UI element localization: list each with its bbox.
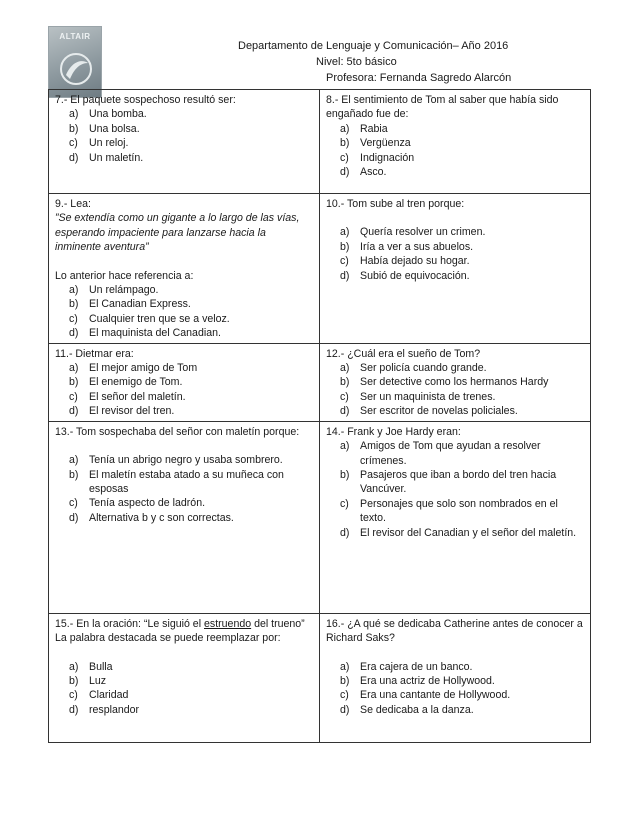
department-title: Departamento de Lenguaje y Comunicación– Año 2016 — [238, 40, 509, 52]
question-text: 11.- Dietmar era: — [55, 347, 134, 360]
question-14 — [320, 421, 591, 613]
option-d: d) El revisor del tren. — [69, 405, 175, 418]
question-prompt: La palabra destacada se puede reemplazar por: — [55, 632, 281, 645]
options-list — [326, 660, 584, 718]
option-a: a) Una bomba. — [69, 108, 147, 121]
option-b: b) El enemigo de Tom. — [69, 376, 183, 389]
question-12 — [320, 343, 591, 421]
option-b: b) El Canadian Express. — [69, 298, 191, 311]
question-text: 16.- ¿A qué se dedicaba Catherine antes de conocer a Richard Saks? — [326, 617, 583, 645]
option-c: c) Personajes que solo son nombrados en el texto. — [340, 497, 558, 525]
option-c: c) Tenía aspecto de ladrón. — [69, 497, 206, 510]
options-list — [326, 225, 584, 283]
options-list — [55, 660, 313, 718]
option-a: a) Ser policía cuando grande. — [340, 362, 487, 375]
options-list — [55, 283, 313, 341]
question-7 — [49, 90, 320, 194]
logo-emblem-icon — [58, 51, 94, 87]
option-a: a) Bulla — [69, 660, 113, 673]
option-d: d) Un maletín. — [69, 151, 144, 164]
option-d: d) El revisor del Canadian y el señor del maletín. — [340, 526, 577, 539]
table-row — [49, 194, 591, 344]
option-a: a) Quería resolver un crimen. — [340, 226, 486, 239]
option-d: d) resplandor — [69, 703, 140, 716]
option-c: c) Indignación — [340, 151, 415, 164]
option-c: c) El señor del maletín. — [69, 390, 186, 403]
question-text: 8.- El sentimiento de Tom al saber que había sido engañado fue de: — [326, 94, 559, 121]
option-c: c) Cualquier tren que se a veloz. — [69, 312, 230, 325]
question-text: 15.- En la oración: “Le siguió el estruendo del trueno” — [55, 617, 305, 630]
option-b: b) Vergüenza — [340, 137, 411, 150]
options-list — [326, 361, 584, 419]
options-list — [326, 122, 584, 180]
option-d: d) Subió de equivocación. — [340, 269, 470, 282]
question-text: 9.- Lea: — [55, 198, 91, 210]
options-list — [55, 453, 313, 525]
option-b: b) Una bolsa. — [69, 122, 140, 135]
option-d: d) El maquinista del Canadian. — [69, 327, 221, 340]
question-text: 12.- ¿Cuál era el sueño de Tom? — [326, 347, 481, 360]
question-8 — [320, 90, 591, 194]
question-16 — [320, 613, 591, 742]
option-a: a) Era cajera de un banco. — [340, 660, 473, 673]
questions-table — [48, 89, 591, 743]
option-b: b) El maletín estaba atado a su muñeca con esposas — [69, 468, 284, 495]
quote-text: ”Se extendía como un gigante a lo largo de las vías, esperando impaciente para lanzarse hacia la inminente aventura” — [55, 212, 300, 254]
option-b: b) Pasajeros que iban a bordo del tren hacia Vancúver. — [340, 468, 557, 496]
question-10 — [320, 194, 591, 344]
school-logo — [48, 26, 102, 98]
option-c: c) Claridad — [69, 689, 129, 702]
option-c: c) Era una cantante de Hollywood. — [340, 689, 511, 702]
option-c: c) Ser un maquinista de trenes. — [340, 390, 496, 403]
table-row — [49, 421, 591, 613]
question-prompt: Lo anterior hace referencia a: — [55, 269, 194, 282]
option-b: b) Iría a ver a sus abuelos. — [340, 240, 474, 253]
option-b: b) Ser detective como los hermanos Hardy — [340, 376, 549, 389]
option-d: d) Se dedicaba a la danza. — [340, 703, 474, 716]
question-15 — [49, 613, 320, 742]
question-text: 13.- Tom sospechaba del señor con maletín porque: — [55, 425, 300, 438]
table-row — [49, 90, 591, 194]
logo-text: ALTAIR — [59, 32, 91, 41]
level-label: Nivel: 5to básico — [316, 56, 397, 68]
options-list — [326, 439, 584, 540]
option-c: c) Un reloj. — [69, 137, 129, 150]
table-row — [49, 343, 591, 421]
question-9 — [49, 194, 320, 344]
options-list — [55, 107, 313, 165]
option-a: a) Tenía un abrigo negro y usaba sombrero. — [69, 454, 283, 467]
highlighted-word: estruendo — [204, 617, 252, 630]
option-b: b) Luz — [69, 674, 107, 687]
option-a: a) Rabia — [340, 122, 388, 135]
table-row — [49, 613, 591, 742]
option-b: b) Era una actriz de Hollywood. — [340, 674, 495, 687]
option-d: d) Ser escritor de novelas policiales. — [340, 405, 518, 418]
question-11 — [49, 343, 320, 421]
option-c: c) Había dejado su hogar. — [340, 255, 470, 268]
teacher-label: Profesora: Fernanda Sagredo Alarcón — [326, 72, 512, 84]
option-a: a) Un relámpago. — [69, 284, 159, 297]
option-d: d) Alternativa b y c son correctas. — [69, 511, 234, 524]
question-text: 10.- Tom sube al tren porque: — [326, 198, 465, 210]
question-13 — [49, 421, 320, 613]
option-d: d) Asco. — [340, 166, 387, 179]
question-text: 14.- Frank y Joe Hardy eran: — [326, 425, 461, 438]
options-list — [55, 361, 313, 419]
option-a: a) El mejor amigo de Tom — [69, 362, 198, 375]
question-text: 7.- El paquete sospechoso resultó ser: — [55, 94, 236, 106]
option-a: a) Amigos de Tom que ayudan a resolver crímenes. — [340, 440, 541, 467]
